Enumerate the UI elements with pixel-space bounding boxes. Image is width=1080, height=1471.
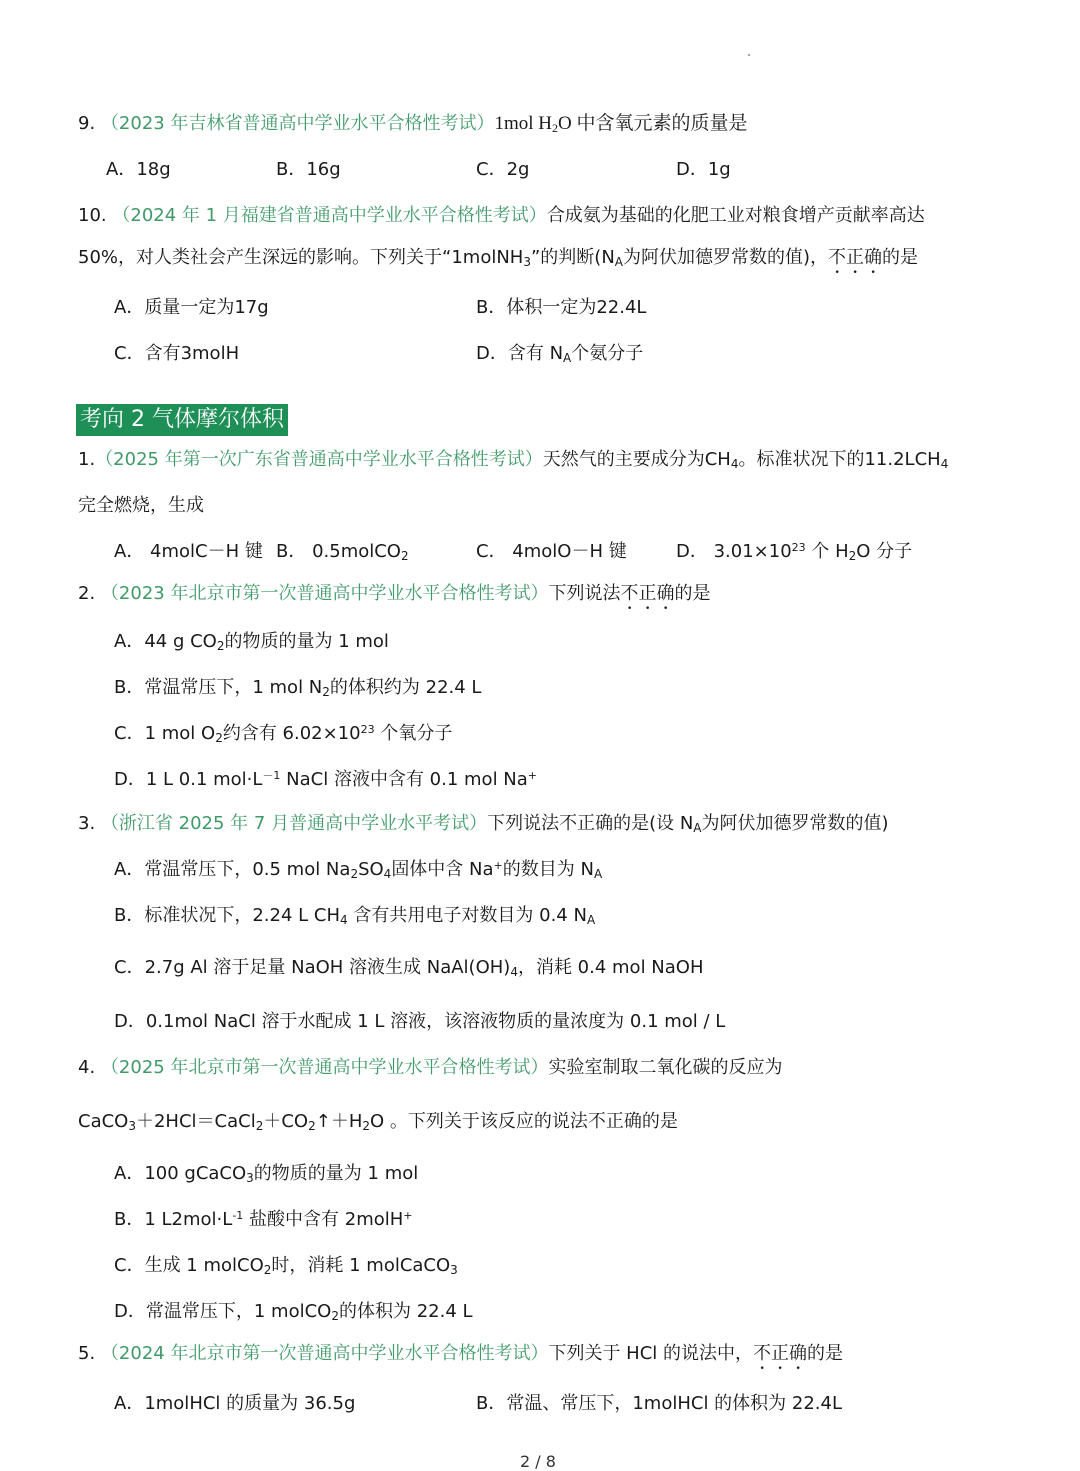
question-number: 1. (78, 449, 96, 470)
option-d: D．0.1mol NaCl 溶于水配成 1 L 溶液，该溶液物质的量浓度为 0.1 mol / L (114, 1011, 726, 1032)
scan-speck (748, 54, 750, 56)
question-source: （2023 年北京市第一次普通高中学业水平合格性考试） (100, 583, 549, 604)
option-d: D．1 L 0.1 $mol\cdot L^{-1}$ NaCl 溶液中含有 0.1 mol Na+ (114, 769, 538, 790)
question-stem: 合成氨为基础的化肥工业对粮食增产贡献率高达 (546, 205, 925, 226)
page-number: 2 / 8 (520, 1452, 556, 1471)
option-b: B．1 $L2mol\cdot L^{-1}$ 盐酸中含有 2molH+ (114, 1209, 413, 1230)
question-source: （2025 年北京市第一次普通高中学业水平合格性考试） (100, 1057, 549, 1078)
option-b: B．16g (276, 159, 341, 180)
option-c: C．含有3molH (114, 343, 240, 364)
question-source: （浙江省 2025 年 7 月普通高中学业水平考试） (100, 813, 488, 834)
option-d: D．含有 $N_A$个氨分子 (476, 343, 644, 365)
question-9 (78, 112, 747, 138)
option-d: D．常温常压下，1 molCO$_2$的体积为 22.4 L (114, 1301, 473, 1323)
option-b: B．常温常压下，1 mol $N_2$的体积约为 22.4 L (114, 677, 482, 699)
question-2: 2. （2023 年北京市第一次普通高中学业水平合格性考试）下列说法不正确的是 (78, 583, 711, 604)
question-number: 5. (78, 1343, 96, 1364)
option-d: D．1g (676, 159, 731, 180)
option-a: A．44 g $CO_2$的物质的量为 1 mol (114, 631, 389, 653)
question-source: （2023 年吉林省普通高中学业水平合格性考试） (100, 113, 495, 134)
question-source: （2025 年第一次广东省普通高中学业水平合格性考试） (95, 449, 543, 470)
option-a: A．18g (106, 159, 171, 180)
question-source: （2024 年北京市第一次普通高中学业水平合格性考试） (100, 1343, 549, 1364)
question-number: 9. (78, 113, 96, 134)
option-a: A．1molHCl 的质量为 36.5g (114, 1393, 356, 1414)
question-number: 2. (78, 583, 96, 604)
emphasis-text: 不正确 (828, 247, 883, 268)
question-5: 5. （2024 年北京市第一次普通高中学业水平合格性考试）下列关于 HCl 的说法中，不正确的是 (78, 1343, 844, 1364)
question-1-line2: 完全燃烧，生成 (78, 495, 204, 516)
question-number: 10. (78, 205, 107, 226)
option-b: B．标准状况下，2.24 L $CH_4$ 含有共用电子对数目为 0.4 $N_A$ (114, 905, 596, 927)
question-10-line2: 50%，对人类社会产生深远的影响。下列关于“1molNH$_3$”的判断($N_A$为阿伏加德罗常数的值)，不正确的是 (78, 247, 919, 269)
question-1: 1.（2025 年第一次广东省普通高中学业水平合格性考试）天然气的主要成分为$CH_4$。标准状况下的$11.2LCH_4$ (78, 449, 949, 471)
question-3: 3. （浙江省 2025 年 7 月普通高中学业水平考试）下列说法不正确的是(设 $N_A$为阿伏加德罗常数的值) (78, 813, 889, 835)
option-d: D． $3.01\times 10^{23}$ 个 $H_2O$ 分子 (676, 541, 913, 563)
option-c: C． 4molO－H 键 (476, 541, 627, 562)
emphasis-text: 不正确 (753, 1343, 808, 1364)
option-a: A．100 gCaCO$_3$的物质的量为 1 mol (114, 1163, 419, 1185)
option-b: B．体积一定为22.4L (476, 297, 647, 318)
question-source: （2024 年 1 月福建省普通高中学业水平合格性考试） (112, 205, 547, 226)
option-a: A． 4molC－H 键 (114, 541, 263, 562)
option-c: C．2g (476, 159, 530, 180)
question-10 (78, 204, 925, 230)
option-b: B．常温、常压下，1molHCl 的体积为 22.4L (476, 1393, 843, 1414)
question-number: 3. (78, 813, 96, 834)
option-c: C．1 mol $O_2$约含有 $6.02\times 10^{23}$ 个氧分子 (114, 723, 453, 745)
question-stem: 1mol $H_2O$ 中含氧元素的质量是 (494, 113, 748, 135)
section-title: 考向 2 气体摩尔体积 (76, 404, 288, 436)
option-a: A．质量一定为17g (114, 297, 269, 318)
option-a: A．常温常压下，0.5 mol $Na_2SO_4$固体中含 Na+的数目为 $N_A$ (114, 859, 603, 881)
option-c: C．2.7g Al 溶于足量 NaOH 溶液生成 $NaAl(OH)_4$，消耗 0.4 mol NaOH (114, 957, 704, 979)
reaction-equation: $CaCO_3+2HCl=CaCl_2+CO_2↑+H_2O$ 。下列关于该反应的说法不正确的是 (78, 1111, 678, 1133)
question-number: 4. (78, 1057, 96, 1078)
option-b: B． 0.5molCO$_2$ (276, 541, 409, 563)
emphasis-text: 不正确 (620, 583, 675, 604)
option-c: C．生成 1 molCO$_2$时，消耗 1 molCaCO$_3$ (114, 1255, 458, 1277)
question-4: 4. （2025 年北京市第一次普通高中学业水平合格性考试）实验室制取二氧化碳的反应为 (78, 1057, 783, 1078)
